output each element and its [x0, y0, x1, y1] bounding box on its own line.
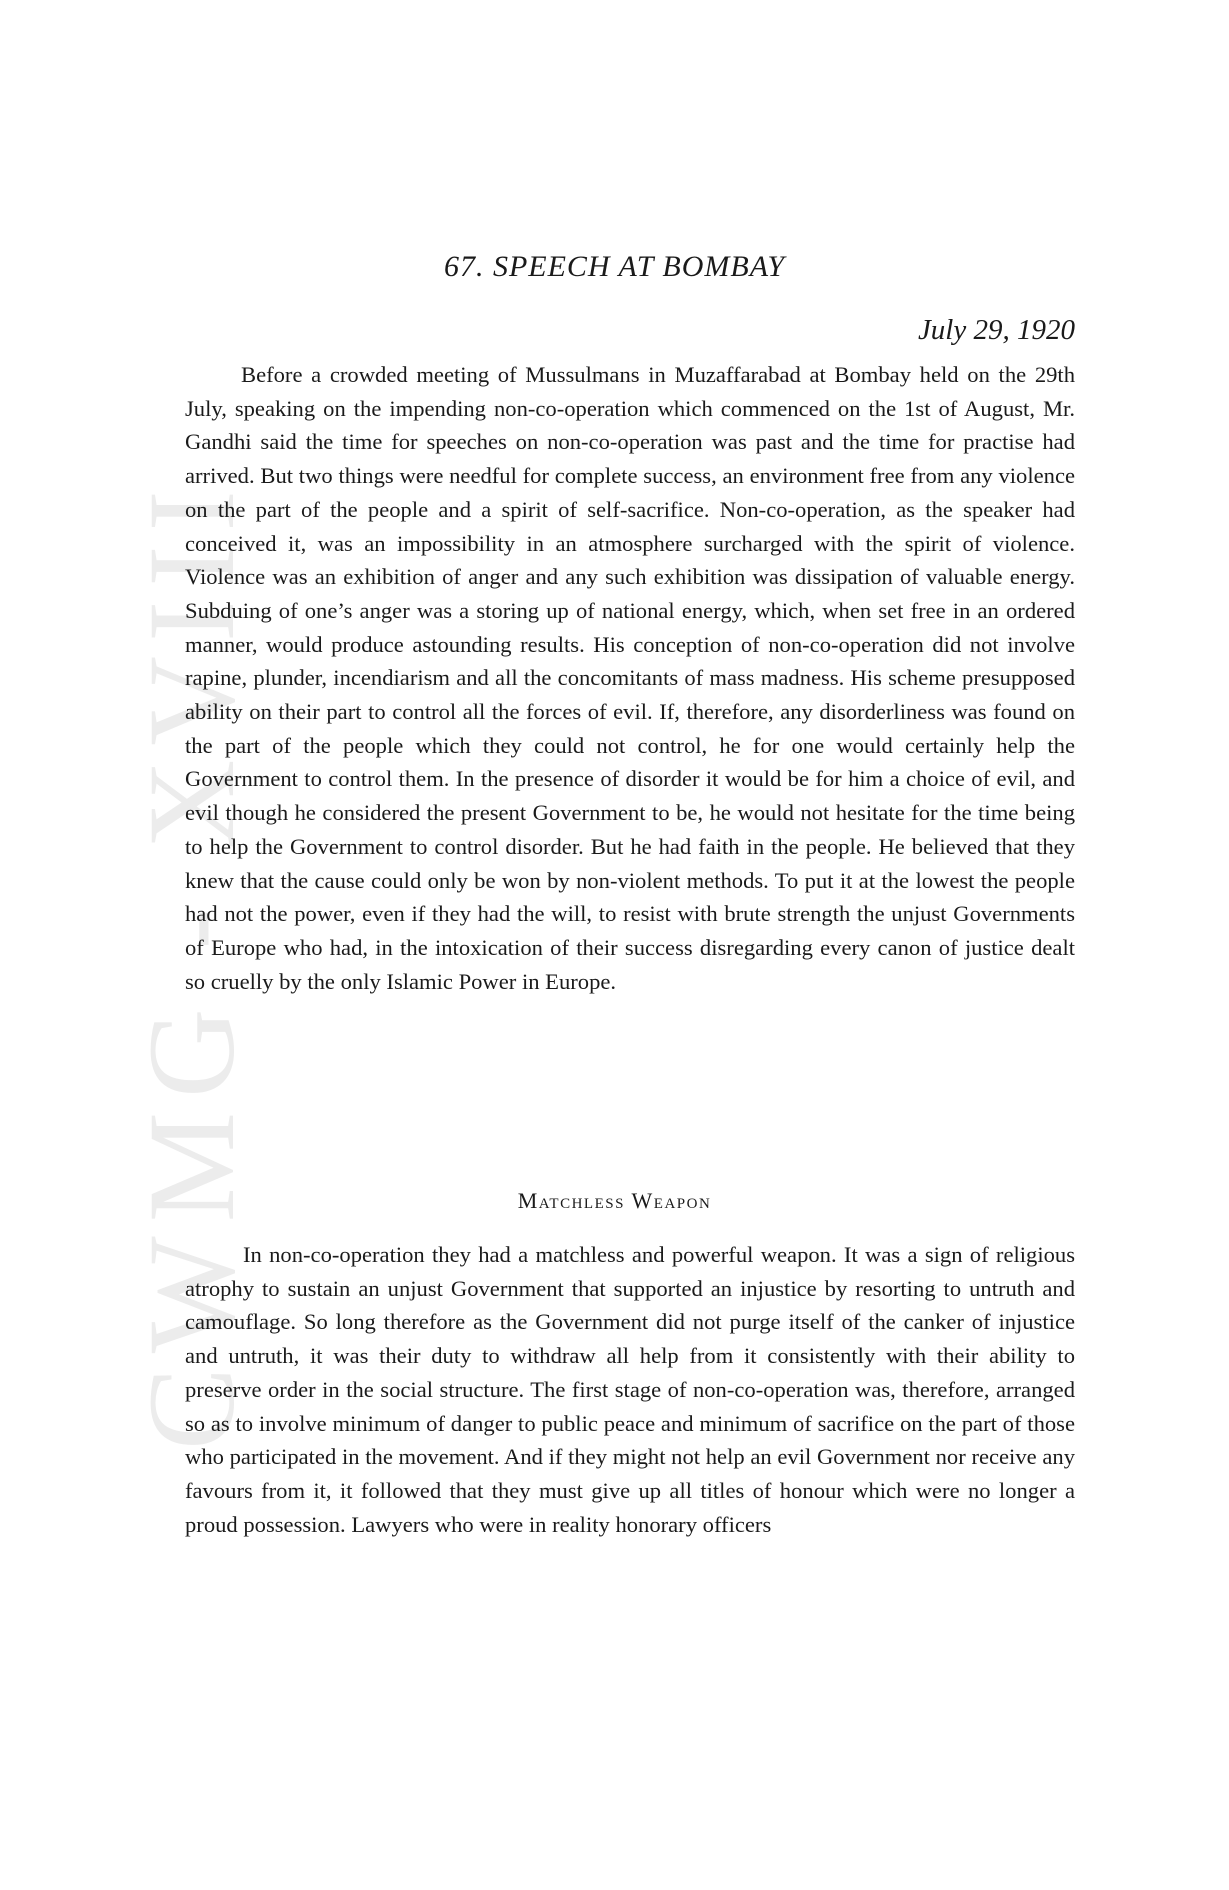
watermark: CWMG - XVIII — [123, 476, 260, 1450]
paragraph-1: Before a crowded meeting of Mussulmans in Muzaffarabad at Bombay held on the 29th July, speaking on the impending non-co-operation which commenced on the 1st of August, Mr. Gandhi said the time for speeches on non-co-operation was past and the time for practise had arrived. But two things were needful for complete success, an environment free from any violence on the part of the people and a spirit of self-sacrifice. Non-co-operation, as the speaker had conceived it, was an impossibility in an atmosphere surcharged with the spirit of violence. Violence was an exhibition of anger and any such exhibition was dissipation of valuable energy. Subduing of one’s anger was a storing up of national energy, which, when set free in an ordered manner, would produce astounding results. His conception of non-co-operation did not involve rapine, plunder, incendiarism and all the concomitants of mass madness. His scheme presupposed ability on their part to control all the forces of evil. If, therefore, any disorderliness was found on the part of the people which they could not control, he for one would certainly help the Government to control them. In the presence of disorder it would be for him a choice of evil, and evil though he considered the present Government to be, he would not hesitate for the time being to help the Government to control disorder. But he had faith in the people. He believed that they knew that the cause could only be won by non-violent methods. To put it at the lowest the people had not the power, even if they had the will, to resist with brute strength the unjust Governments of Europe who had, in the intoxication of their success disregarding every canon of justice dealt so cruelly by the only Islamic Power in Europe. — [185, 362, 1075, 994]
section-heading: Matchless Weapon — [517, 1188, 712, 1213]
paragraph-2: In non-co-operation they had a matchless and powerful weapon. It was a sign of religious atrophy to sustain an unjust Government that supported an injustice by resorting to untruth and camouflage. So long therefore as the Government did not purge itself of the canker of injustice and untruth, it was their duty to withdraw all help from it consistently with their ability to preserve order in the social structure. The first stage of non-co-operation was, therefore, arranged so as to involve minimum of danger to public peace and minimum of sacrifice on the part of those who participated in the movement. And if they might not help an evil Government nor receive any favours from it, it followed that they must give up all titles of honour which were no longer a proud possession. Lawyers who were in reality honorary officers — [185, 1242, 1075, 1537]
page-title: 67. SPEECH AT BOMBAY — [443, 250, 786, 283]
speech-date: July 29, 1920 — [917, 314, 1075, 346]
